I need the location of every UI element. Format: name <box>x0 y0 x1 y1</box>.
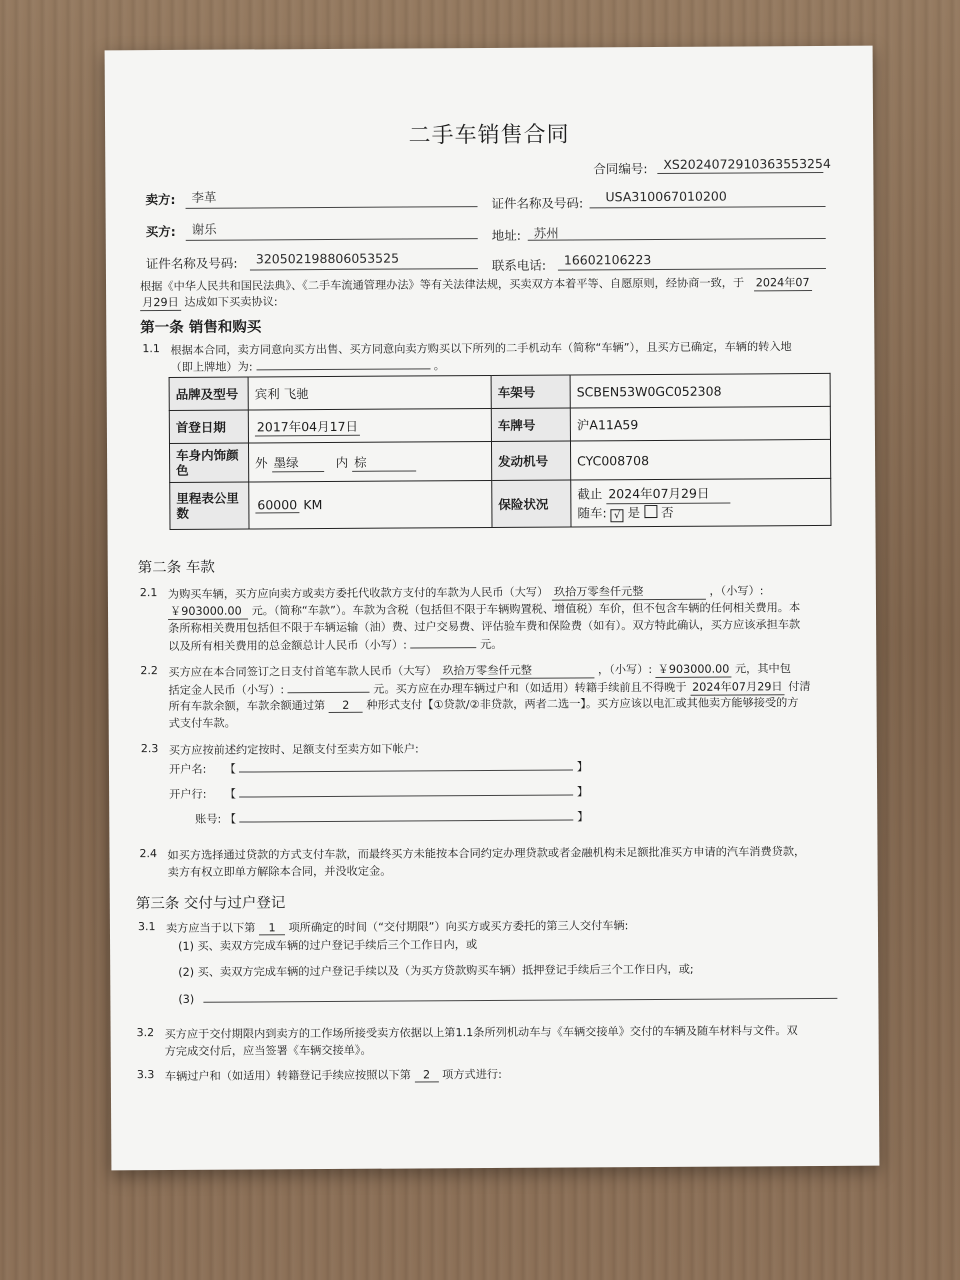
intro-text-1: 根据《中华人民共和国民法典》、《二手车流通管理办法》等有关法律法规，买卖双方本着平等、自愿原则，经协商一致，于 <box>139 276 745 294</box>
buyer-line <box>186 238 478 241</box>
clause-1-1-text: 根据本合同，卖方同意向买方出售、买方同意向卖方购买以下所列的二手机动车（简称“车辆”），且买方已确定，车辆的转入地 <box>170 340 792 357</box>
clause-3-1-line1 <box>166 917 629 936</box>
intro-line1 <box>140 274 812 295</box>
vin-value: SCBEN53W0GC052308 <box>570 373 830 408</box>
clause-3-3-a: 车辆过户和（如适用）转籍登记手续应按照以下第 <box>164 1068 412 1084</box>
clause-2-2-upper: 玖拾万零叁仟元整 <box>440 661 594 679</box>
clause-2-2-num: 2.2 <box>140 664 158 678</box>
buyer-id-line <box>250 268 478 270</box>
address-label: 地址: <box>491 227 521 243</box>
phone-value: 16602106223 <box>563 252 652 268</box>
mileage-cell <box>249 480 492 528</box>
seller-id-value: USA310067010200 <box>605 188 727 205</box>
clause-1-1-num: 1.1 <box>142 342 160 356</box>
bracket-left: 【 <box>224 762 236 776</box>
mileage-value: 60000 <box>255 497 299 513</box>
clause-3-3-line <box>165 1066 502 1084</box>
clause-2-1-line4 <box>168 635 502 654</box>
insurance-yes-checkbox[interactable]: √ <box>611 509 624 522</box>
clause-3-1-a: 卖方应当于以下第 <box>165 921 256 935</box>
bracket-right: 】 <box>576 785 589 799</box>
clause-3-1-o3-label: (3) <box>178 992 195 1006</box>
clause-3-1-b: 项所确定的时间（“交付期限”）向买方或买方委托的第三人交付车辆: <box>288 919 629 935</box>
bracket-right: 】 <box>577 810 589 824</box>
clause-2-3-num: 2.3 <box>140 742 159 756</box>
buyer-value: 谢乐 <box>191 221 217 237</box>
article-2-heading: 第二条 车款 <box>137 559 215 577</box>
clause-2-2-amount: ￥903000.00 <box>656 661 732 678</box>
clause-2-1-num: 2.1 <box>139 586 158 600</box>
account-bank-label: 开户行: <box>169 787 207 801</box>
brand-label: 品牌及型号 <box>169 377 248 410</box>
clause-2-2-b: ，（小写）: <box>597 663 653 677</box>
account-name-label: 开户名: <box>168 762 207 776</box>
vehicle-table <box>169 373 832 530</box>
clause-3-1-item: 1 <box>259 921 285 935</box>
document-title: 二手车销售合同 <box>408 122 570 149</box>
insurance-no-checkbox[interactable] <box>644 504 657 517</box>
mileage-label: 里程表公里数 <box>170 482 249 529</box>
buyer-id-label: 证件名称及号码: <box>145 255 238 272</box>
clause-3-1-option-1: (1) 买、卖双方完成车辆的过户登记手续后三个工作日内，或 <box>178 938 478 953</box>
clause-1-1-text2-a: （即上牌地）为: <box>170 360 253 374</box>
account-name-row <box>169 757 588 777</box>
account-bank-field[interactable] <box>239 783 573 798</box>
contract-no-value: XS2024072910363553254 <box>663 155 831 172</box>
reg-date-label: 首登日期 <box>169 410 248 443</box>
article-1-heading: 第一条 销售和购买 <box>140 319 262 337</box>
account-no-row <box>169 807 588 827</box>
insurance-label: 保险状况 <box>492 480 571 527</box>
clause-2-4-a: 如买方选择通过贷款的方式支付车款，而最终买方未能按本合同约定办理贷款或者金融机构未足额批准买方申请的汽车消费贷款， <box>167 845 806 862</box>
seller-id-label: 证件名称及号码: <box>491 195 584 211</box>
interior-prefix: 内 <box>335 454 349 470</box>
mileage-unit: KM <box>303 497 323 513</box>
color-label: 车身内饰颜色 <box>169 443 248 482</box>
plate-label: 车牌号 <box>491 408 570 441</box>
intro-line2 <box>140 293 278 311</box>
seller-label: 卖方: <box>145 191 176 208</box>
transfer-location-blank <box>256 356 430 370</box>
exterior-prefix: 外 <box>255 454 268 470</box>
buyer-id-value: 320502198806053525 <box>255 250 400 267</box>
clause-3-3-b: 项方式进行: <box>442 1067 502 1082</box>
article-3-heading: 第三条 交付与过户登记 <box>135 895 286 913</box>
clause-2-1-d: 条所称相关费用包括但不限于车辆运输（油）费、过户交易费、评估验车费和保险费（如有）。双方特此确认，买方应该承担车款 <box>168 618 801 635</box>
account-no-label: 账号: <box>195 812 222 826</box>
insurance-cell <box>571 478 831 527</box>
phone-line <box>558 268 826 271</box>
account-no-field[interactable] <box>240 808 574 823</box>
brand-value: 宾利 飞驰 <box>248 376 491 410</box>
clause-2-4-num: 2.4 <box>139 847 158 861</box>
account-bank-row <box>169 782 588 802</box>
bracket-right: 】 <box>576 760 589 774</box>
bracket-left: 【 <box>224 787 236 801</box>
address-value: 苏州 <box>533 225 559 241</box>
clause-3-2-a: 买方应于交付期限内到卖方的工作场所接受卖方依据以上第1.1条所列机动车与《车辆交接单》交付的车辆及随车材料与文件。双 <box>164 1024 798 1042</box>
seller-line <box>186 206 478 209</box>
clause-3-1-num: 3.1 <box>137 920 156 934</box>
intro-date-1: 2024年07 <box>754 274 812 291</box>
option-3-blank[interactable] <box>204 986 838 1003</box>
bracket-left: 【 <box>224 812 237 826</box>
clause-2-1-a: 为购买车辆，买方应向卖方或卖方委托代收款方支付的车款为人民币（大写） <box>167 585 549 601</box>
clause-2-2-g: 所有车款余额，车款余额通过第 <box>168 699 326 713</box>
table-row <box>170 478 831 529</box>
reg-date-value: 2017年04月17日 <box>255 416 360 436</box>
clause-1-1-text2 <box>170 356 445 375</box>
seller-id-line <box>590 206 826 208</box>
clause-2-2-f: 付清 <box>788 680 811 694</box>
clause-2-2-method: 2 <box>329 699 363 713</box>
insurance-yes-label: 是 <box>627 504 641 520</box>
clause-3-2-num: 3.2 <box>136 1026 155 1040</box>
clause-3-2-b: 方完成交付后，应当签署《车辆交接单》。 <box>164 1043 372 1059</box>
engine-label: 发动机号 <box>491 441 570 480</box>
table-row <box>169 373 830 410</box>
clause-2-2-d: 括定金人民币（小写）: <box>168 683 285 697</box>
clause-2-2-c: 元，其中包 <box>734 662 791 676</box>
exterior-color: 墨绿 <box>272 453 324 472</box>
clause-2-2-line3 <box>169 694 799 714</box>
insurance-date: 2024年07月29日 <box>606 484 730 504</box>
deposit-blank <box>288 680 370 694</box>
clause-2-1-c: 元。（简称“车款”）。车款为含税（包括但不限于车辆购置税、增值税）车价，但不包含车辆的任何相关费用。本 <box>251 601 801 618</box>
vin-label: 车架号 <box>491 375 570 408</box>
clause-2-2-date: 2024年07月29日 <box>690 678 785 696</box>
clause-2-3-text: 买方应按前述约定按时、足额支付至卖方如下帐户: <box>168 742 419 757</box>
contract-no-line <box>657 172 823 174</box>
clause-2-2-i: 式支付车款。 <box>168 716 236 730</box>
reg-date-cell <box>248 409 491 443</box>
clause-2-1-upper: 玖拾万零叁仟元整 <box>552 583 706 601</box>
clause-2-1-b: ，（小写）: <box>709 584 764 598</box>
clause-2-2-a: 买方应在本合同签订之日支付首笔车款人民币（大写） <box>168 664 437 679</box>
insurance-with: 随车: <box>577 504 607 520</box>
phone-label: 联系电话: <box>491 257 547 273</box>
account-name-field[interactable] <box>239 758 573 773</box>
contract-no-label: 合同编号: <box>593 161 648 177</box>
insurance-prefix: 截止 <box>577 485 603 501</box>
seller-value: 李革 <box>191 189 217 205</box>
table-row <box>169 439 830 482</box>
buyer-label: 买方: <box>145 223 176 240</box>
interior-color: 棕 <box>352 452 416 471</box>
clause-2-1-e: 以及所有相关费用的总金额总计人民币（小写）: <box>168 638 407 653</box>
clause-1-1-end: 。 <box>433 359 445 373</box>
total-amount-blank <box>410 635 476 648</box>
clause-2-1-amount: ￥903000.00 <box>168 602 248 619</box>
contract-paper <box>105 46 880 1171</box>
clause-2-1-f: 元。 <box>480 637 503 652</box>
table-row <box>169 406 830 443</box>
intro-text-2: 达成如下买卖协议: <box>184 295 278 309</box>
clause-3-1-option-2: (2) 买、卖双方完成车辆的过户登记手续以及（为买方贷款购买车辆）抵押登记手续后三个工作日内，或; <box>178 962 694 979</box>
address-line <box>528 238 826 241</box>
engine-value: CYC008708 <box>570 439 830 480</box>
clause-2-2-e: 元。买方应在办理车辆过户和（如适用）转籍手续前且不得晚于 <box>373 680 687 696</box>
clause-3-1-option-3 <box>178 986 838 1006</box>
clause-2-2-h: 种形式支付【①贷款/②非贷款，两者二选一】。买方应该以电汇或其他卖方能够接受的方 <box>366 696 799 712</box>
intro-date-2: 月29日 <box>140 294 181 311</box>
clause-3-3-num: 3.3 <box>136 1068 155 1082</box>
plate-value: 沪A11A59 <box>570 406 830 441</box>
clause-3-3-item: 2 <box>415 1068 439 1082</box>
insurance-no-label: 否 <box>661 504 674 520</box>
clause-2-4-b: 卖方有权立即单方解除本合同，并没收定金。 <box>167 864 392 879</box>
color-cell <box>248 442 491 482</box>
